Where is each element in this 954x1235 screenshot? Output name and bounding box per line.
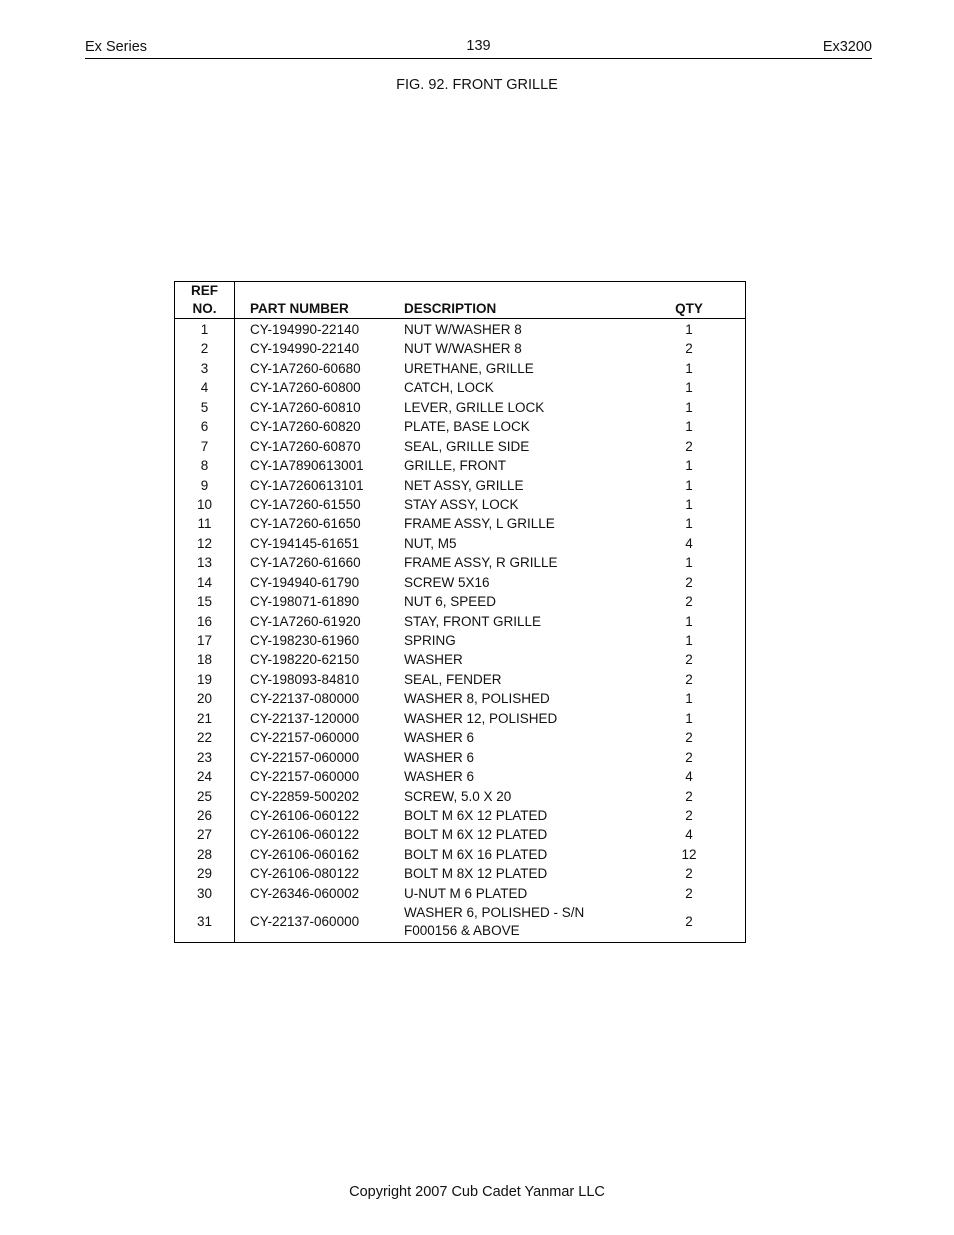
table-row [175,534,745,553]
table-row [175,495,745,514]
qty-cell: 2 [685,341,693,357]
series-label: Ex Series [85,39,148,55]
ref-cell: 25 [196,788,213,804]
part-number-cell: CY-22157-060000 [250,730,360,746]
description-cell: SEAL, FENDER [404,671,502,687]
qty-cell: 1 [685,399,693,415]
ref-cell: 20 [196,691,213,707]
description-cell: FRAME ASSY, R GRILLE [404,555,558,571]
description-cell: WASHER 8, POLISHED [404,691,550,707]
description-cell: LEVER, GRILLE LOCK [404,399,545,415]
part-number-cell: CY-194990-22140 [250,341,360,357]
qty-cell: 2 [685,671,693,687]
description-cell: NUT W/WASHER 8 [404,322,522,337]
page-header [85,36,872,59]
part-number-cell: CY-194990-22140 [250,322,360,337]
ref-cell: 31 [196,914,213,930]
description-cell: GRILLE, FRONT [404,458,507,474]
part-number-cell: CY-1A7260-60870 [250,438,361,454]
ref-cell: 16 [196,613,213,629]
part-number-cell: CY-22157-060000 [250,749,360,765]
page-number: 139 [466,38,491,54]
part-number-cell: CY-1A7260-61650 [250,516,361,532]
description-cell: SPRING [404,633,456,648]
table-row [175,767,745,786]
part-number-cell: CY-22137-080000 [250,691,360,707]
part-number-cell: CY-1A7890613001 [250,458,364,474]
qty-cell: 2 [685,885,693,901]
qty-cell: 2 [685,652,693,668]
ref-cell: 5 [200,399,209,415]
qty-cell: 2 [685,749,693,765]
part-number-cell: CY-26106-060162 [250,846,360,862]
part-number-cell: CY-1A7260613101 [250,477,364,493]
ref-cell: 4 [200,380,209,396]
part-number-cell: CY-26106-060122 [250,827,360,843]
table-row [175,631,745,650]
model-label: Ex3200 [822,39,872,55]
qty-cell: 1 [685,555,693,571]
part-number-cell: CY-1A7260-61550 [250,496,361,512]
qty-cell: 2 [685,594,693,610]
part-number-cell: CY-26106-080122 [250,866,360,882]
part-number-cell: CY-198071-61890 [250,594,360,610]
qty-cell: 1 [685,419,693,435]
ref-cell: 9 [200,477,209,493]
description-cell: BOLT M 6X 16 PLATED [404,846,548,862]
part-number-cell: CY-1A7260-60800 [250,380,361,396]
table-row [175,787,745,806]
table-row [175,689,745,708]
ref-cell: 21 [196,710,213,726]
description-cell: URETHANE, GRILLE [404,360,534,376]
part-number-cell: CY-26346-060002 [250,885,360,901]
qty-cell: 1 [685,691,693,707]
table-row [175,320,745,339]
description-cell: WASHER 6 [404,749,475,765]
table-row [175,709,745,728]
ref-cell: 22 [196,730,213,746]
qty-cell: 12 [681,846,697,862]
qty-cell: 2 [685,866,693,882]
ref-cell: 2 [200,341,209,357]
table-row [175,514,745,533]
part-number-cell: CY-194145-61651 [250,535,360,551]
table-row [175,845,745,864]
table-row [175,806,745,825]
header-ref-line2: NO. [192,301,217,316]
description-cell: STAY, FRONT GRILLE [404,613,542,629]
ref-cell: 7 [200,438,209,454]
ref-cell: 18 [196,652,213,668]
qty-cell: 2 [685,574,693,590]
description-cell: FRAME ASSY, L GRILLE [404,516,555,532]
part-number-cell: CY-198220-62150 [250,652,360,668]
table-header [175,282,745,319]
ref-cell: 8 [200,458,209,474]
table-row [175,378,745,397]
header-ref [175,282,234,318]
figure-title: FIG. 92. FRONT GRILLE [396,77,558,93]
description-cell: CATCH, LOCK [404,380,494,396]
table-row [175,884,745,903]
ref-cell: 10 [196,496,213,512]
qty-cell: 1 [685,613,693,629]
table-row [175,670,745,689]
table-row [175,359,745,378]
parts-table [174,281,746,943]
ref-cell: 13 [196,555,213,571]
ref-cell: 14 [196,574,213,590]
header-qty: QTY [675,301,703,316]
qty-cell: 2 [685,788,693,804]
qty-cell: 1 [685,633,693,648]
header-part-number: PART NUMBER [250,301,349,316]
qty-cell: 2 [685,914,693,930]
table-row [175,592,745,611]
table-row [175,728,745,747]
qty-cell: 2 [685,807,693,823]
ref-cell: 3 [200,360,209,376]
table-row [175,748,745,767]
ref-cell: 15 [196,594,213,610]
table-row [175,825,745,844]
table-row [175,650,745,669]
part-number-cell: CY-1A7260-60820 [250,419,361,435]
table-row [175,339,745,358]
description-cell: BOLT M 6X 12 PLATED [404,807,548,823]
ref-cell: 26 [196,807,213,823]
description-cell: SCREW 5X16 [404,574,490,590]
qty-cell: 4 [685,827,693,843]
qty-cell: 1 [685,322,693,337]
description-cell: SCREW, 5.0 X 20 [404,788,512,804]
part-number-cell: CY-22137-060000 [250,914,360,930]
part-number-cell: CY-198230-61960 [250,633,360,648]
qty-cell: 4 [685,769,693,785]
table-row [175,437,745,456]
ref-cell: 6 [200,419,209,435]
ref-cell: 29 [196,866,213,882]
ref-cell: 28 [196,846,213,862]
ref-cell: 12 [196,535,213,551]
part-number-cell: CY-22137-120000 [250,710,360,726]
qty-cell: 1 [685,360,693,376]
description-cell: WASHER 6 [404,769,475,785]
part-number-cell: CY-1A7260-60680 [250,360,361,376]
description-cell: PLATE, BASE LOCK [404,419,530,435]
table-row [175,456,745,475]
copyright-footer: Copyright 2007 Cub Cadet Yanmar LLC [349,1184,605,1200]
qty-cell: 1 [685,516,693,532]
qty-cell: 4 [685,535,693,551]
qty-cell: 2 [685,438,693,454]
part-number-cell: CY-22859-500202 [250,788,360,804]
part-number-cell: CY-22157-060000 [250,769,360,785]
ref-cell: 19 [196,671,213,687]
qty-cell: 2 [685,730,693,746]
description-cell: NET ASSY, GRILLE [404,477,524,493]
qty-cell: 1 [685,477,693,493]
table-row [175,864,745,883]
qty-cell: 1 [685,710,693,726]
description-cell: WASHER 6, POLISHED - S/N F000156 & ABOVE [404,905,585,939]
qty-cell: 1 [685,496,693,512]
table-row [175,573,745,592]
part-number-cell: CY-198093-84810 [250,671,360,687]
part-number-cell: CY-1A7260-60810 [250,399,361,415]
header-description: DESCRIPTION [404,301,497,316]
ref-cell: 17 [196,633,213,648]
header-ref-line1: REF [191,283,218,298]
table-row [175,903,745,941]
part-number-cell: CY-1A7260-61660 [250,555,361,571]
table-row [175,417,745,436]
description-cell: U-NUT M 6 PLATED [404,885,528,901]
description-cell: NUT, M5 [404,535,457,551]
description-cell: WASHER [404,652,463,668]
description-cell: SEAL, GRILLE SIDE [404,438,530,454]
table-body [175,319,745,942]
table-row [175,398,745,417]
ref-cell: 23 [196,749,213,765]
table-row [175,476,745,495]
ref-cell: 30 [196,885,213,901]
description-cell: BOLT M 6X 12 PLATED [404,827,548,843]
description-cell: NUT 6, SPEED [404,594,497,610]
description-cell: STAY ASSY, LOCK [404,496,519,512]
part-number-cell: CY-26106-060122 [250,807,360,823]
part-number-cell: CY-1A7260-61920 [250,613,361,629]
part-number-cell: CY-194940-61790 [250,574,360,590]
table-row [175,553,745,572]
description-cell: BOLT M 8X 12 PLATED [404,866,548,882]
description-cell: WASHER 12, POLISHED [404,710,558,726]
qty-cell: 1 [685,458,693,474]
description-cell: WASHER 6 [404,730,475,746]
table-row [175,612,745,631]
ref-cell: 27 [196,827,213,843]
ref-cell: 24 [196,769,213,785]
description-cell: NUT W/WASHER 8 [404,341,522,357]
qty-cell: 1 [685,380,693,396]
ref-cell: 1 [200,322,209,337]
ref-cell: 11 [197,516,212,532]
